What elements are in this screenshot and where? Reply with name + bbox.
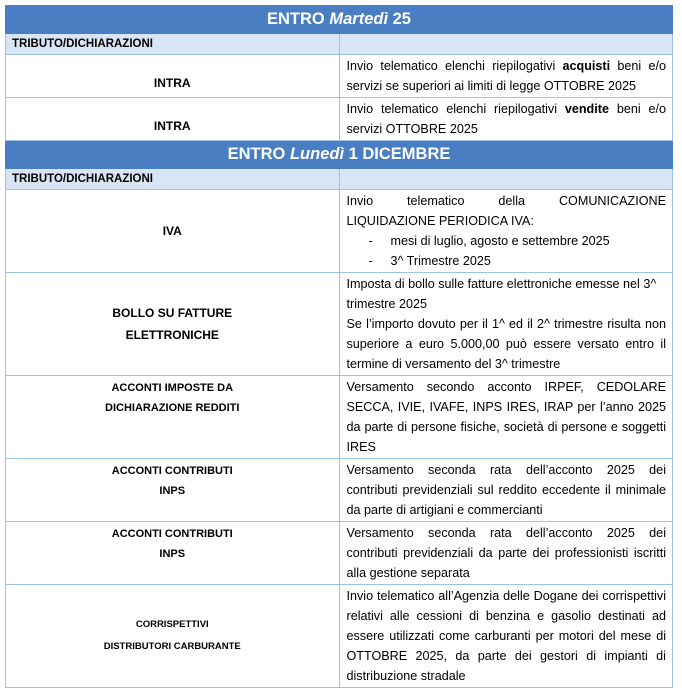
column-header-empty [339, 34, 673, 55]
row-label [6, 273, 340, 376]
row-text [339, 98, 673, 141]
row-text-part: beni e/o servizi OTTOBRE 2025 [346, 102, 666, 136]
section-title [6, 141, 673, 169]
column-header-label: TRIBUTO/DICHIARAZIONI [6, 34, 340, 55]
row-label-line: ACCONTI CONTRIBUTI [111, 528, 233, 540]
table-row-acconti-imposte [6, 376, 673, 459]
table-row-acconti-inps [6, 522, 673, 585]
section-title [6, 6, 673, 34]
row-text-paragraph: Imposta di bollo sulle fatture elettroniche emesse nel 3^ trimestre 2025 [346, 277, 657, 311]
deadlines-table-container [5, 5, 673, 688]
column-header-empty [339, 169, 673, 190]
column-header-row [6, 34, 673, 55]
row-label-line: BOLLO SU FATTURE [112, 306, 233, 320]
row-label: INTRA [6, 55, 340, 98]
row-label [6, 376, 340, 459]
row-text: Versamento secondo acconto IRPEF, CEDOLARE SECCA, IVIE, IVAFE, INPS IRES, IRAP per l’anno 2025 da parte di persone fisiche, società di persone e soggetti IRES [339, 376, 673, 459]
row-label-line: ACCONTI IMPOSTE DA [111, 382, 234, 394]
section-header-row [6, 141, 673, 169]
row-text-part: Invio telematico elenchi riepilogativi [346, 59, 563, 73]
list-item: - mesi di luglio, agosto e settembre 2025 [368, 234, 610, 248]
row-label-line: INPS [159, 548, 186, 560]
section-header-row [6, 6, 673, 34]
row-label: INTRA [6, 98, 340, 141]
row-text-part: Invio telematico elenchi riepilogativi [346, 102, 565, 116]
row-text: Versamento seconda rata dell’acconto 2025 dei contributi previdenziali da parte dei professionisti iscritti alla gestione separata [339, 522, 673, 585]
row-label [6, 459, 340, 522]
row-label-line: DISTRIBUTORI CARBURANTE [103, 641, 241, 652]
table-row-acconti-inps [6, 459, 673, 522]
row-text: Invio telematico all’Agenzia delle Dogane dei corrispettivi relativi alle cessioni di benzina e gasolio destinati ad essere utilizzati come carburanti per motori del mese di OTTOBRE 2025, da parte dei gestori di impianti di distribuzione stradale [339, 585, 673, 688]
row-text: Versamento seconda rata dell’acconto 2025 dei contributi previdenziali sul reddito eccedente il minimale da parte di artigiani e commercianti [339, 459, 673, 522]
table-row-corrispettivi [6, 585, 673, 688]
list-item-text: 3^ Trimestre 2025 [390, 254, 491, 268]
section-title-day: Martedì [329, 10, 389, 28]
section-title-prefix: ENTRO [227, 145, 290, 163]
table-row [6, 98, 673, 141]
row-text [339, 190, 673, 273]
table-row-iva [6, 190, 673, 273]
row-text-part: beni e/o servizi se superiori ai limiti di legge OTTOBRE 2025 [346, 59, 666, 93]
section-title-prefix: ENTRO [267, 10, 330, 28]
row-text-bold: vendite [564, 102, 609, 116]
column-header-label: TRIBUTO/DICHIARAZIONI [6, 169, 340, 190]
row-text-bold: acquisti [562, 59, 611, 73]
row-label [6, 522, 340, 585]
list-item-text: mesi di luglio, agosto e settembre 2025 [390, 234, 610, 248]
table-row [6, 55, 673, 98]
column-header-row [6, 169, 673, 190]
list-item: - 3^ Trimestre 2025 [368, 254, 491, 268]
section-title-suffix: 1 DICEMBRE [344, 145, 451, 163]
row-text-intro: Invio telematico della COMUNICAZIONE LIQUIDAZIONE PERIODICA IVA: [346, 194, 666, 228]
row-label-line: ELETTRONICHE [125, 328, 219, 342]
row-label-line: DICHIARAZIONE REDDITI [105, 402, 240, 414]
row-label-line: CORRISPETTIVI [135, 619, 209, 630]
deadlines-table [5, 5, 673, 688]
row-text [339, 273, 673, 376]
table-row-bollo [6, 273, 673, 376]
row-label: IVA [6, 190, 340, 273]
section-title-suffix: 25 [388, 10, 411, 28]
row-label-line: ACCONTI CONTRIBUTI [111, 465, 233, 477]
row-label [6, 585, 340, 688]
row-text-paragraph: Se l’importo dovuto per il 1^ ed il 2^ trimestre risulta non superiore a euro 5.000,00 può essere versato entro il termine di versamento del 3^ trimestre [346, 317, 666, 371]
row-label-line: INPS [159, 485, 186, 497]
row-text [339, 55, 673, 98]
section-title-day: Lunedì [289, 145, 345, 163]
